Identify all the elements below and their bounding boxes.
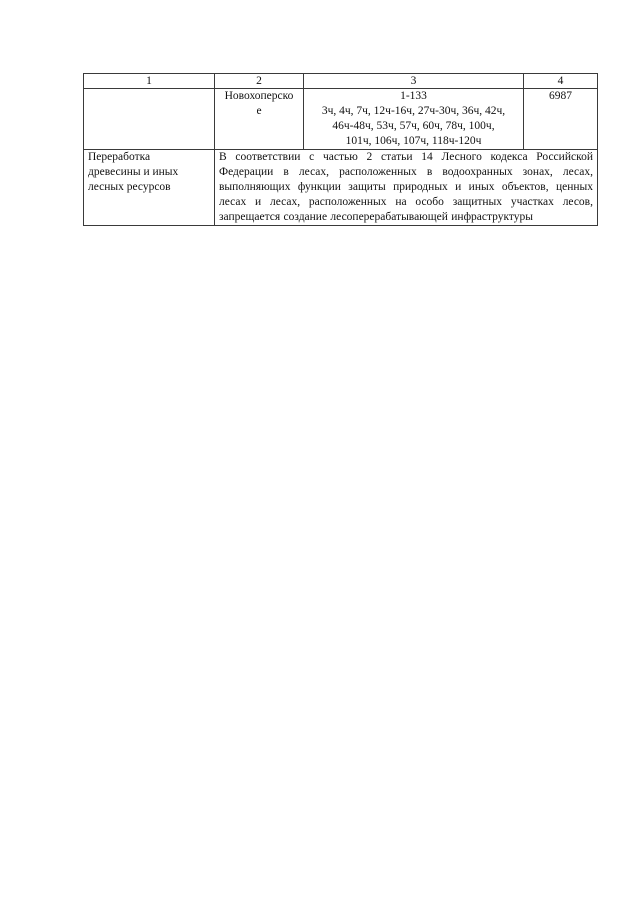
- row1-col1-empty: [84, 89, 215, 150]
- row2-restriction-text: В соответствии с частью 2 статьи 14 Лесного кодекса Российской Федерации в лесах, расположенных в водоохранных зонах, лесах, выполняющих функции защиты природных и иных объектов, ценных лесах и лесах, расположенных на особо защитных участках лесов, запрещается создание лесоперерабатывающей инфраструктуры: [215, 150, 598, 226]
- row1-col2-district: [215, 89, 304, 150]
- header-cell-3: 3: [304, 74, 524, 89]
- district-name-line1: Новохоперско: [224, 90, 294, 102]
- table-row: [84, 89, 598, 150]
- quarters-line2: 3ч, 4ч, 7ч, 12ч-16ч, 27ч-30ч, 36ч, 42ч,: [321, 105, 506, 117]
- activity-line3: лесных ресурсов: [88, 181, 171, 193]
- table-row: [84, 150, 598, 226]
- header-cell-1: 1: [84, 74, 215, 89]
- activity-line2: древесины и иных: [88, 166, 179, 178]
- row2-col1-activity: [84, 150, 215, 226]
- quarters-line4: 101ч, 106ч, 107ч, 118ч-120ч: [345, 135, 482, 147]
- row1-col4-area: 6987: [524, 89, 598, 150]
- quarters-range: 1-133: [400, 90, 427, 102]
- activity-line1: Переработка: [88, 151, 151, 163]
- document-table: [83, 73, 598, 226]
- row1-col3-quarters: [304, 89, 524, 150]
- header-cell-4: 4: [524, 74, 598, 89]
- table-header-row: [84, 74, 598, 89]
- header-cell-2: 2: [215, 74, 304, 89]
- quarters-line3: 46ч-48ч, 53ч, 57ч, 60ч, 78ч, 100ч,: [332, 120, 495, 132]
- district-name-line2: е: [256, 105, 262, 117]
